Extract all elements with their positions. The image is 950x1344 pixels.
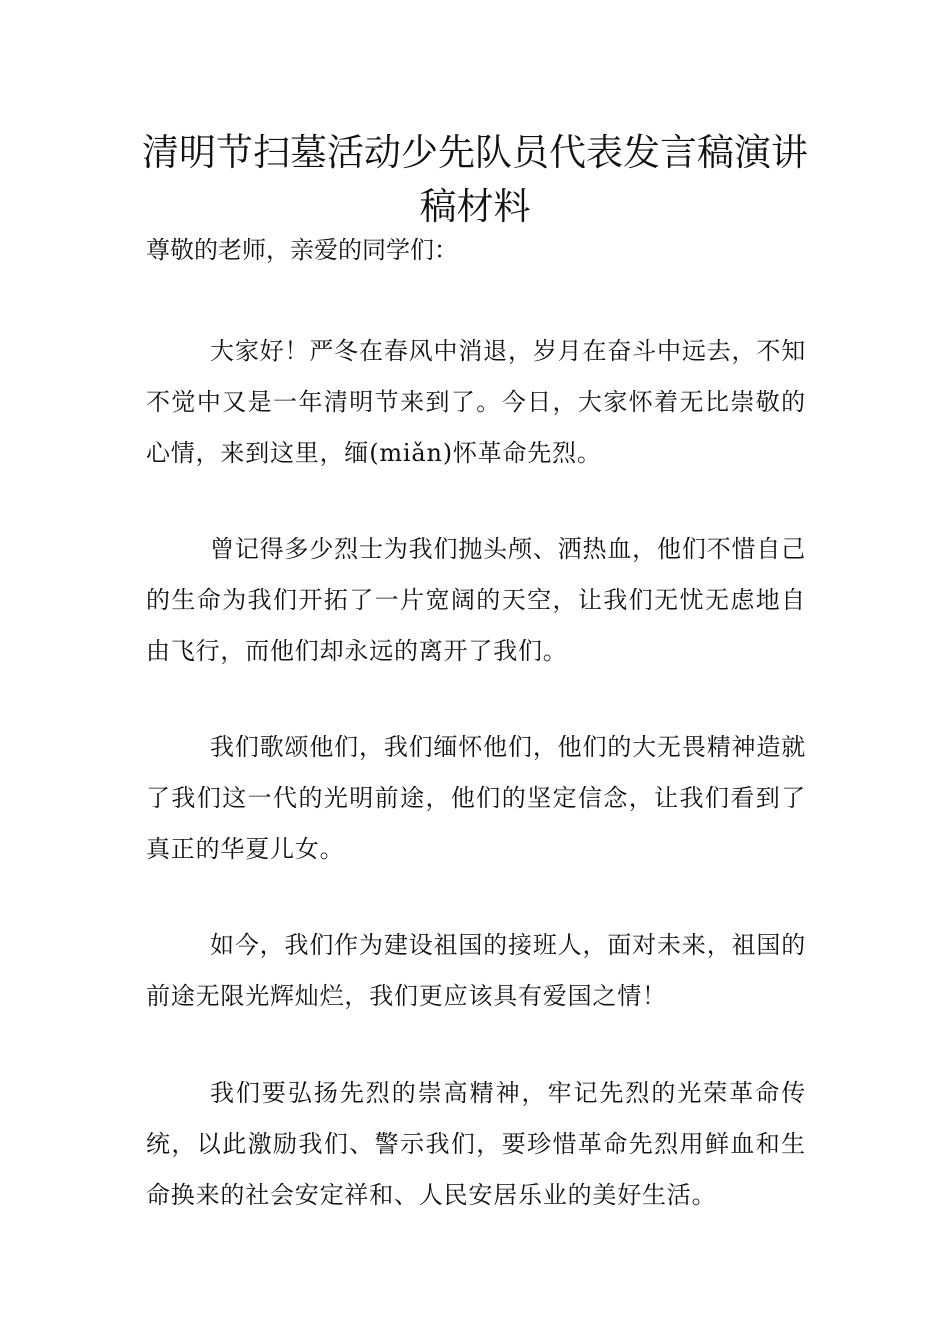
paragraph-3: 我们歌颂他们，我们缅怀他们，他们的大无畏精神造就了我们这一代的光明前途，他们的坚定信念，让我们看到了真正的华夏儿女。	[146, 733, 806, 863]
paragraph-2: 曾记得多少烈士为我们抛头颅、洒热血，他们不惜自己的生命为我们开拓了一片宽阔的天空，让我们无忧无虑地自由飞行，而他们却永远的离开了我们。	[146, 535, 806, 665]
document-title: 清明节扫墓活动少先队员代表发言稿演讲稿材料	[142, 131, 808, 228]
paragraph-5: 我们要弘扬先烈的崇高精神，牢记先烈的光荣革命传统，以此激励我们、警示我们，要珍惜革命先烈用鲜血和生命换来的社会安定祥和、人民安居乐业的美好生活。	[146, 1079, 806, 1209]
paragraph-4: 如今，我们作为建设祖国的接班人，面对未来，祖国的前途无限光辉灿烂，我们更应该具有爱国之情！	[146, 931, 806, 1010]
paragraph-1: 大家好！严冬在春风中消退，岁月在奋斗中远去，不知不觉中又是一年清明节来到了。今日，大家怀着无比崇敬的心情，来到这里，缅(miǎn)怀革命先烈。	[146, 337, 806, 467]
salutation: 尊敬的老师，亲爱的同学们：	[146, 236, 458, 264]
